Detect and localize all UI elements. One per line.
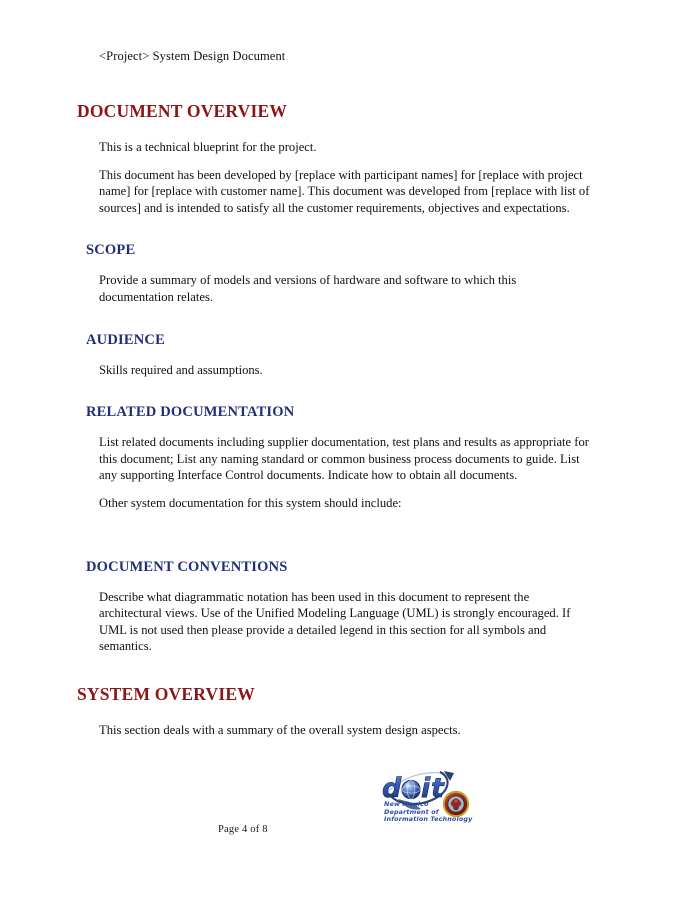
spacer bbox=[0, 216, 696, 241]
spacer bbox=[0, 378, 696, 403]
page-number: Page 4 of 8 bbox=[218, 824, 268, 835]
spacer bbox=[0, 484, 696, 495]
heading-system-overview: SYSTEM OVERVIEW bbox=[77, 683, 255, 704]
spacer bbox=[0, 350, 696, 362]
svg-text:i: i bbox=[421, 773, 431, 804]
spacer bbox=[0, 122, 696, 139]
paragraph-related-documentation-list: List related documents including supplier documentation, test plans and results as appropriate for this document; List any naming standard or common business process documents to guide. List any supporting Interface Control documents. Indicate how to obtain all documents. bbox=[99, 435, 589, 483]
blank-paragraph-spacer bbox=[0, 512, 696, 558]
doit-logo bbox=[380, 770, 490, 840]
paragraph-document-conventions: Describe what diagrammatic notation has been used in this document to represent the architectural views. Use of the Unified Modeling Language (UML) is strongly encouraged. If UML is not used then please provide a detailed legend in this section for all symbols and semantics. bbox=[99, 589, 571, 654]
heading-audience: AUDIENCE bbox=[86, 331, 165, 348]
heading-document-overview: DOCUMENT OVERVIEW bbox=[77, 101, 288, 121]
document-body bbox=[0, 100, 696, 739]
heading-document-conventions: DOCUMENT CONVENTIONS bbox=[86, 558, 288, 575]
agency-line-2: Department of bbox=[384, 807, 439, 816]
running-header: <Project> System Design Document bbox=[99, 49, 286, 63]
logo-globe-o bbox=[402, 780, 420, 798]
agency-line-3: Information Technology bbox=[384, 815, 473, 824]
paragraph-overview-intro: This is a technical blueprint for the project. bbox=[99, 140, 317, 154]
spacer bbox=[0, 577, 696, 589]
spacer bbox=[0, 422, 696, 434]
svg-text:d: d bbox=[382, 773, 402, 804]
spacer bbox=[0, 705, 696, 722]
paragraph-overview-developed-by: This document has been developed by [replace with participant names] for [replace with project name] for [replace with customer name]. This document was developed from [replace with list of sources] and is intended to satisfy all the customer requirements, objectives and expectations. bbox=[99, 167, 590, 215]
svg-text:t: t bbox=[431, 773, 444, 804]
paragraph-system-overview: This section deals with a summary of the overall system design aspects. bbox=[99, 722, 461, 737]
paragraph-other-system-documentation: Other system documentation for this system should include: bbox=[99, 495, 402, 510]
heading-scope: SCOPE bbox=[86, 242, 136, 259]
spacer bbox=[0, 156, 696, 167]
spacer bbox=[0, 655, 696, 683]
spacer bbox=[0, 306, 696, 331]
paragraph-scope: Provide a summary of models and versions of hardware and software to which this documentation relates. bbox=[99, 273, 517, 304]
spacer bbox=[0, 260, 696, 272]
doit-logo-agency-name bbox=[384, 801, 472, 824]
heading-related-documentation: RELATED DOCUMENTATION bbox=[86, 404, 295, 421]
paragraph-audience: Skills required and assumptions. bbox=[99, 362, 263, 377]
agency-line-1: New Mexico bbox=[384, 800, 429, 808]
